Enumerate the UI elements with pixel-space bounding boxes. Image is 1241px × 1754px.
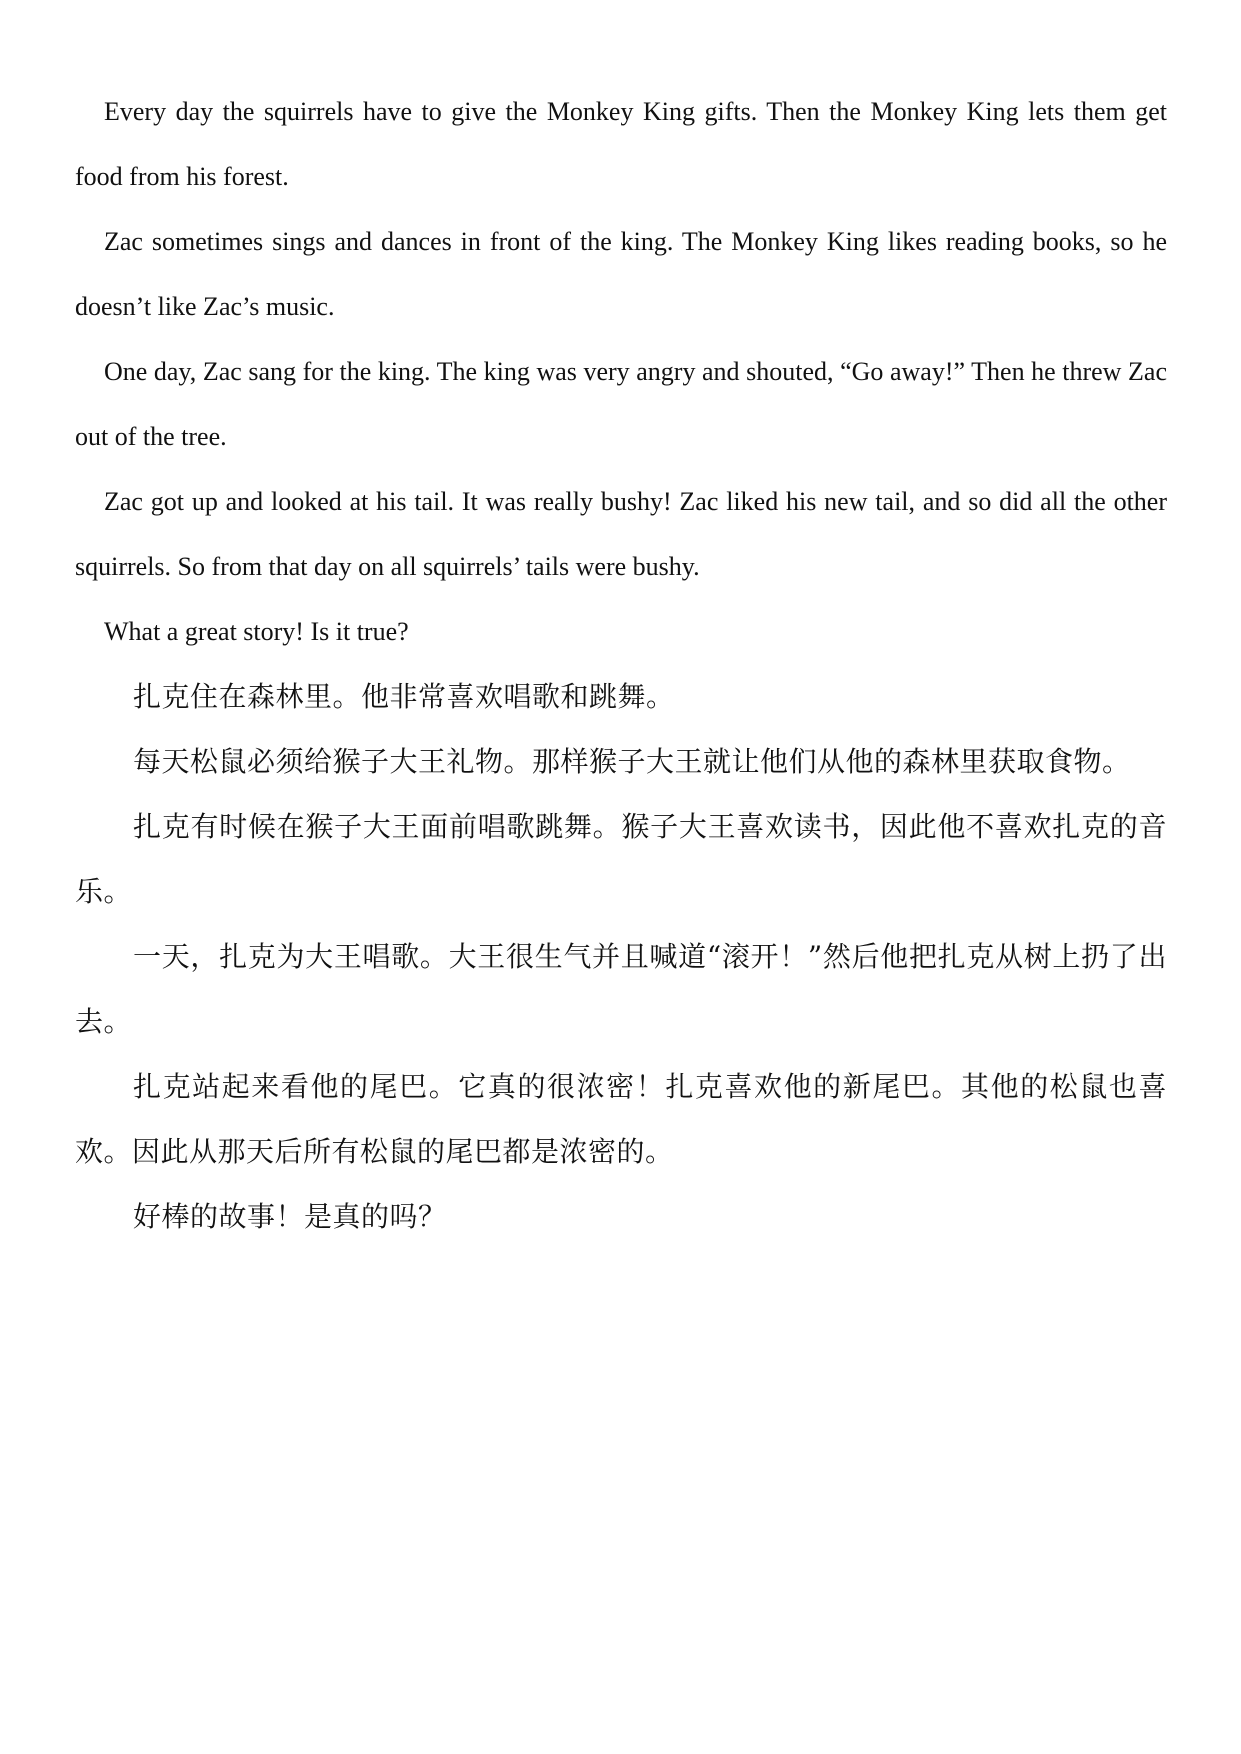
english-paragraph-2: Zac sometimes sings and dances in front of the king. The Monkey King likes reading books, so he doesn’t like Zac’s music. (75, 227, 1167, 321)
chinese-paragraph-4: 一天，扎克为大王唱歌。大王很生气并且喊道“滚开！”然后他把扎克从树上扔了出去。 (75, 940, 1167, 1038)
chinese-paragraph-2: 每天松鼠必须给猴子大王礼物。那样猴子大王就让他们从他的森林里获取食物。 (133, 745, 1131, 778)
english-paragraph-5: What a great story! Is it true? (104, 617, 409, 646)
chinese-paragraph-5: 扎克站起来看他的尾巴。它真的很浓密！扎克喜欢他的新尾巴。其他的松鼠也喜欢。因此从那天后所有松鼠的尾巴都是浓密的。 (75, 1070, 1167, 1168)
chinese-paragraph-1: 扎克住在森林里。他非常喜欢唱歌和跳舞。 (133, 680, 675, 713)
document-page (75, 79, 1167, 1249)
chinese-paragraph-6: 好棒的故事！是真的吗？ (133, 1200, 447, 1233)
english-paragraph-3: One day, Zac sang for the king. The king was very angry and shouted, “Go away!” Then he threw Zac out of the tree. (75, 357, 1167, 451)
english-paragraph-4: Zac got up and looked at his tail. It was really bushy! Zac liked his new tail, and so did all the other squirrels. So from that day on all squirrels’ tails were bushy. (75, 487, 1167, 581)
chinese-paragraph-3: 扎克有时候在猴子大王面前唱歌跳舞。猴子大王喜欢读书，因此他不喜欢扎克的音乐。 (75, 810, 1167, 908)
english-paragraph-1: Every day the squirrels have to give the Monkey King gifts. Then the Monkey King lets them get food from his forest. (75, 97, 1167, 191)
